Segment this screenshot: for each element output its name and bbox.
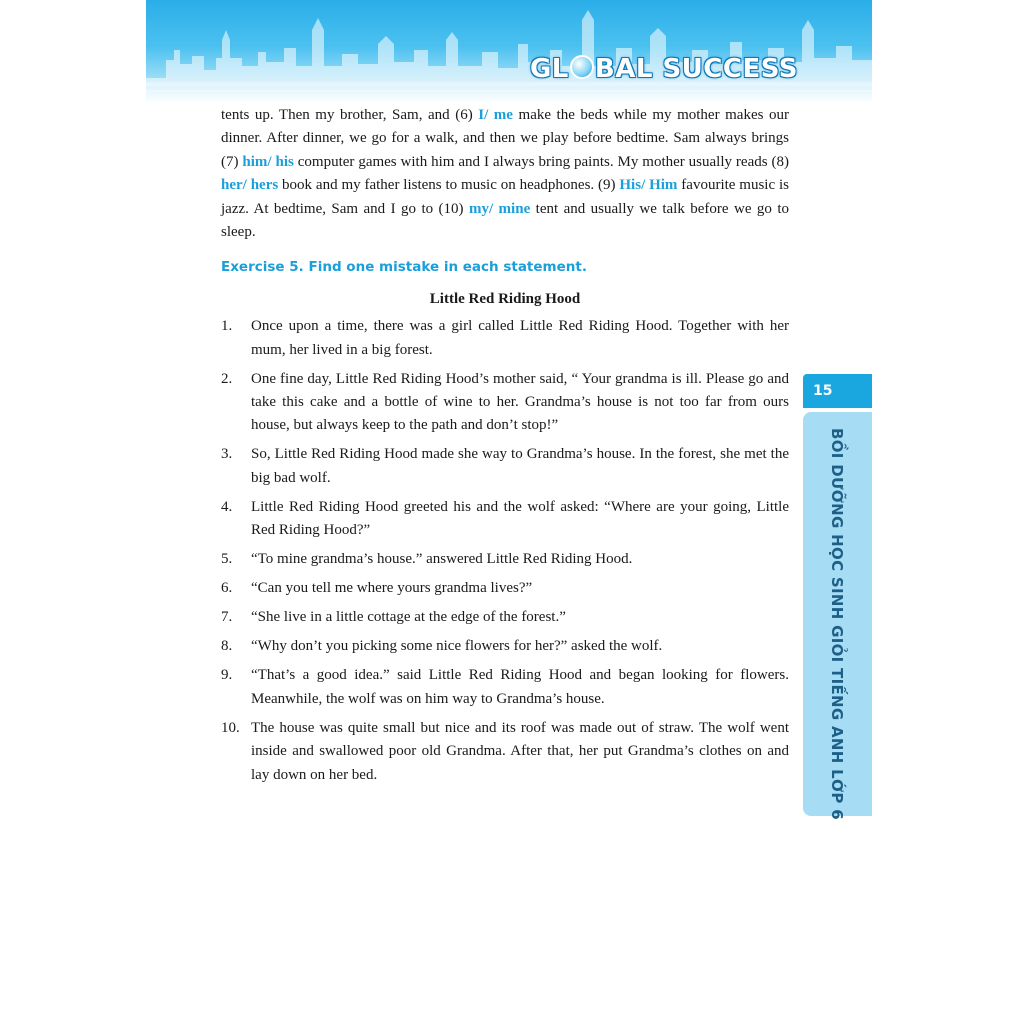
- side-title: BỒI DƯỠNG HỌC SINH GIỎI TIẾNG ANH LỚP 6: [828, 428, 846, 820]
- list-item: [221, 577, 789, 600]
- statement-list: [221, 315, 789, 787]
- item-number: 2.: [221, 370, 233, 387]
- logo-text-prefix: GL: [529, 54, 569, 84]
- list-item: [221, 548, 789, 571]
- item-text: “To mine grandma’s house.” answered Little Red Riding Hood.: [251, 551, 633, 568]
- answer-choice-9: His/ Him: [619, 177, 678, 194]
- paragraph-text: make the beds while my mother makes our dinner. After dinner, we go for a walk, and then we play before bedtime. Sam always brings (7): [221, 107, 789, 170]
- item-number: 4.: [221, 498, 233, 515]
- story-title: Little Red Riding Hood: [429, 290, 581, 307]
- paragraph-text: book and my father listens to music on headphones. (9): [278, 177, 620, 194]
- item-number: 3.: [221, 446, 233, 463]
- answer-choice-7: him/ his: [242, 153, 294, 170]
- item-text: One fine day, Little Red Riding Hood’s mother said, “ Your grandma is ill. Please go and take this cake and a bottle of wine to her. Grandma’s house is not too far from ours house, but always keep to the path and don’t stop!”: [251, 370, 789, 434]
- list-item: [221, 368, 789, 438]
- item-number: 8.: [221, 638, 233, 655]
- book-page: [146, 0, 872, 1017]
- answer-choice-8: her/ hers: [221, 177, 279, 194]
- exercise-5-heading: Exercise 5. Find one mistake in each statement.: [221, 259, 587, 276]
- list-item: [221, 443, 789, 490]
- item-number: 6.: [221, 580, 233, 597]
- item-text: Little Red Riding Hood greeted his and the wolf asked: “Where are your going, Little Red Riding Hood?”: [251, 498, 789, 539]
- item-number: 10.: [221, 719, 240, 736]
- list-item: [221, 496, 789, 543]
- paragraph-text: tents up. Then my brother, Sam, and (6): [221, 107, 479, 123]
- item-text: So, Little Red Riding Hood made she way to Grandma’s house. In the forest, she met the big bad wolf.: [251, 446, 789, 486]
- page-number-tab: 15: [803, 374, 872, 408]
- page-content: [221, 104, 789, 793]
- item-text: The house was quite small but nice and its roof was made out of straw. The wolf went inside and swallowed poor old Grandma. After that, her put Grandma’s clothes on and lay down on her bed.: [251, 719, 789, 783]
- item-text: Once upon a time, there was a girl called Little Red Riding Hood. Together with her mum, her lived in a big forest.: [251, 318, 789, 358]
- globe-icon: [570, 55, 594, 79]
- item-number: 9.: [221, 667, 233, 684]
- city-skyline-illustration: [146, 0, 872, 104]
- paragraph-text: favourite music is jazz. At bedtime, Sam and I go to (10): [221, 177, 790, 217]
- header-banner: [146, 0, 872, 104]
- list-item: [221, 315, 789, 362]
- item-number: 5.: [221, 551, 233, 568]
- item-number: 1.: [221, 318, 233, 335]
- logo-text-suffix: BAL SUCCESS: [594, 54, 798, 84]
- paragraph-text: tent and usually we talk before we go to sleep.: [221, 200, 790, 241]
- list-item: [221, 635, 789, 658]
- item-number: 7.: [221, 609, 233, 626]
- item-text: “Why don’t you picking some nice flowers for her?” asked the wolf.: [251, 638, 663, 655]
- global-success-logo: [530, 54, 798, 84]
- exercise-4-paragraph: [221, 104, 789, 244]
- item-text: “Can you tell me where yours grandma lives?”: [251, 580, 533, 597]
- item-text: “She live in a little cottage at the edge of the forest.”: [251, 609, 566, 626]
- answer-choice-10: my/ mine: [468, 200, 531, 217]
- list-item: [221, 664, 789, 711]
- list-item: [221, 717, 789, 787]
- paragraph-text: computer games with him and I always bring paints. My mother usually reads (8): [293, 153, 789, 170]
- side-title-tab: [803, 412, 872, 820]
- item-text: “That’s a good idea.” said Little Red Riding Hood and began looking for flowers. Meanwhile, the wolf was on him way to Grandma’s house.: [251, 667, 789, 707]
- list-item: [221, 606, 789, 629]
- answer-choice-6: I/ me: [478, 107, 513, 123]
